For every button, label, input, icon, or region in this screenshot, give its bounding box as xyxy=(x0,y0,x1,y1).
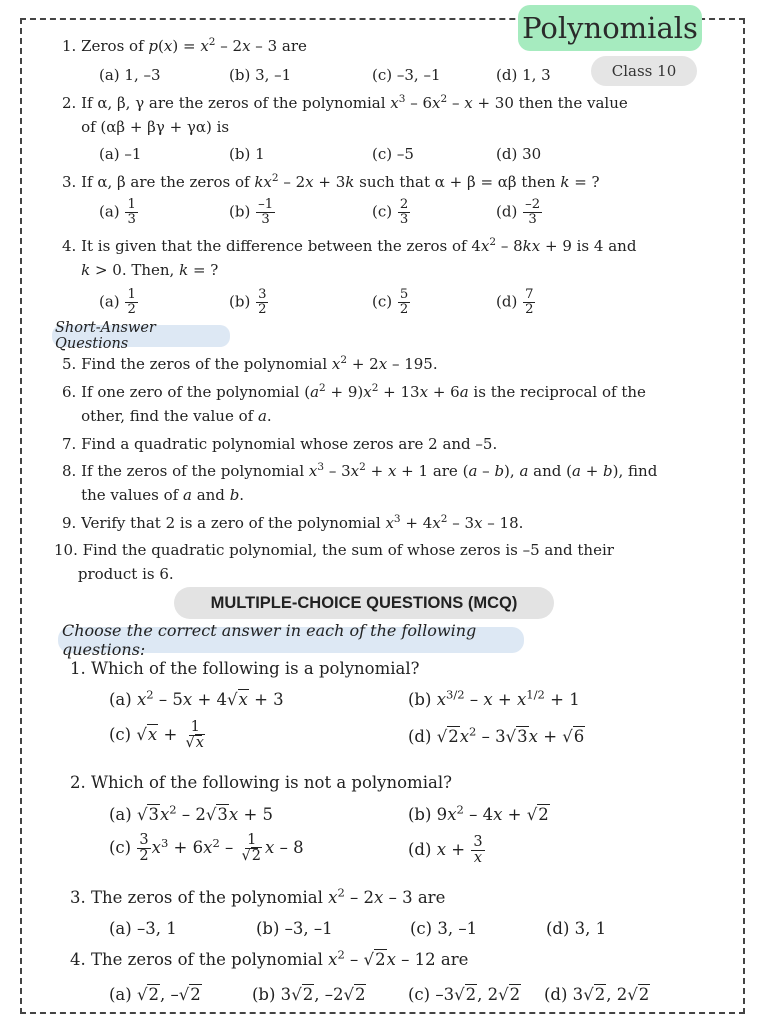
mcq1-option-a: (a) $x^2 - 5x + 4√x + 3$ xyxy=(109,687,284,709)
mcq-instruction: Choose the correct answer in each of the following questions: xyxy=(58,627,524,653)
mcq-question-4: 4. The zeros of the polynomial $x^2 - √2x - 12$ are xyxy=(70,947,469,969)
question-4: 4. It is given that the difference between the zeros of $4x^2 - 8kx + 9$ is 4 and k > 0. Then, k = ? xyxy=(62,236,637,279)
mcq-question-2: 2. Which of the following is not a polynomial? xyxy=(70,773,452,792)
question-8: 8. If the zeros of the polynomial $x^3 - 3x^2 + x + 1$ are (a – b), a and (a + b), find the values of a and b. xyxy=(62,461,658,504)
q4-option-d: (d) $\frac{7}{2}$ xyxy=(496,287,534,317)
mcq2-option-c: (c) $\frac{3}{2}$ $x^3 + 6x^2$ – $\frac{1}{√2}$ x – 8 xyxy=(109,832,304,865)
q2-option-b: (b) 1 xyxy=(229,145,265,163)
question-10: 10. Find the quadratic polynomial, the sum of whose zeros is –5 and their product is 6. xyxy=(54,541,614,583)
subject-title: Polynomials xyxy=(518,5,702,51)
q2-option-d: (d) 30 xyxy=(496,145,542,163)
q1-option-b: (b) 3, –1 xyxy=(229,66,292,84)
q4-option-a: (a) $\frac{1}{2}$ xyxy=(99,287,136,317)
question-6: 6. If one zero of the polynomial $(a^2 + 9)x^2 + 13x + 6a$ is the reciprocal of the other, find the value of a. xyxy=(62,382,646,425)
mcq2-option-b: (b) $9x^2 - 4x + √2$ xyxy=(408,802,549,824)
mcq3-option-d: (d) 3, 1 xyxy=(546,919,607,938)
question-7: 7. Find a quadratic polynomial whose zeros are 2 and –5. xyxy=(62,435,498,453)
q3-option-b: (b) $\frac{-1}{3}$ xyxy=(229,197,274,227)
mcq3-option-c: (c) 3, –1 xyxy=(410,919,478,938)
mcq-section-heading: MULTIPLE-CHOICE QUESTIONS (MCQ) xyxy=(174,587,554,619)
mcq2-option-d: (d) x + $\frac{3}{x}$ xyxy=(408,834,483,867)
mcq1-option-b: (b) $x^{3/2} - x + x^{1/2} + 1$ xyxy=(408,687,580,709)
mcq1-option-c: (c) √x + $\frac{1}{√x}$ xyxy=(109,719,204,752)
mcq4-option-b: (b) 3√2, –2√2 xyxy=(252,985,366,1004)
q1-option-a: (a) 1, –3 xyxy=(99,66,161,84)
mcq4-option-c: (c) –3√2, 2√2 xyxy=(408,985,521,1004)
q1-option-c: (c) –3, –1 xyxy=(372,66,441,84)
q2-option-c: (c) –5 xyxy=(372,145,414,163)
mcq3-option-a: (a) –3, 1 xyxy=(109,919,177,938)
question-2: 2. If α, β, γ are the zeros of the polynomial $x^3 - 6x^2 - x + 30$ then the value of (αβ + βγ + γα) is xyxy=(62,93,628,136)
class-badge: Class 10 xyxy=(591,56,697,86)
question-5: 5. Find the zeros of the polynomial $x^2 + 2x - 195$. xyxy=(62,354,438,373)
short-answer-heading: Short-Answer Questions xyxy=(52,325,230,347)
q3-option-c: (c) $\frac{2}{3}$ xyxy=(372,197,409,227)
mcq3-option-b: (b) –3, –1 xyxy=(256,919,333,938)
mcq-question-1: 1. Which of the following is a polynomial? xyxy=(70,659,420,678)
q3-option-a: (a) $\frac{1}{3}$ xyxy=(99,197,136,227)
question-3: 3. If α, β are the zeros of $kx^2 - 2x + 3k$ such that α + β = αβ then k = ? xyxy=(62,172,600,191)
q3-option-d: (d) $\frac{-2}{3}$ xyxy=(496,197,541,227)
question-9: 9. Verify that 2 is a zero of the polynomial $x^3 + 4x^2 - 3x - 18$. xyxy=(62,513,524,532)
q1-option-d: (d) 1, 3 xyxy=(496,66,551,84)
mcq-question-3: 3. The zeros of the polynomial $x^2 - 2x - 3$ are xyxy=(70,885,446,907)
mcq1-option-d: (d) $√2x^2 - 3√3x + √6$ xyxy=(408,724,585,746)
mcq2-option-a: (a) $√3x^2 - 2√3x + 5$ xyxy=(109,802,274,824)
mcq4-option-d: (d) 3√2, 2√2 xyxy=(544,985,650,1004)
q2-option-a: (a) –1 xyxy=(99,145,142,163)
q4-option-b: (b) $\frac{3}{2}$ xyxy=(229,287,267,317)
q4-option-c: (c) $\frac{5}{2}$ xyxy=(372,287,409,317)
mcq4-option-a: (a) √2, –√2 xyxy=(109,985,201,1004)
question-1: 1. Zeros of $p(x) = x^2 - 2x - 3$ are xyxy=(62,36,307,55)
